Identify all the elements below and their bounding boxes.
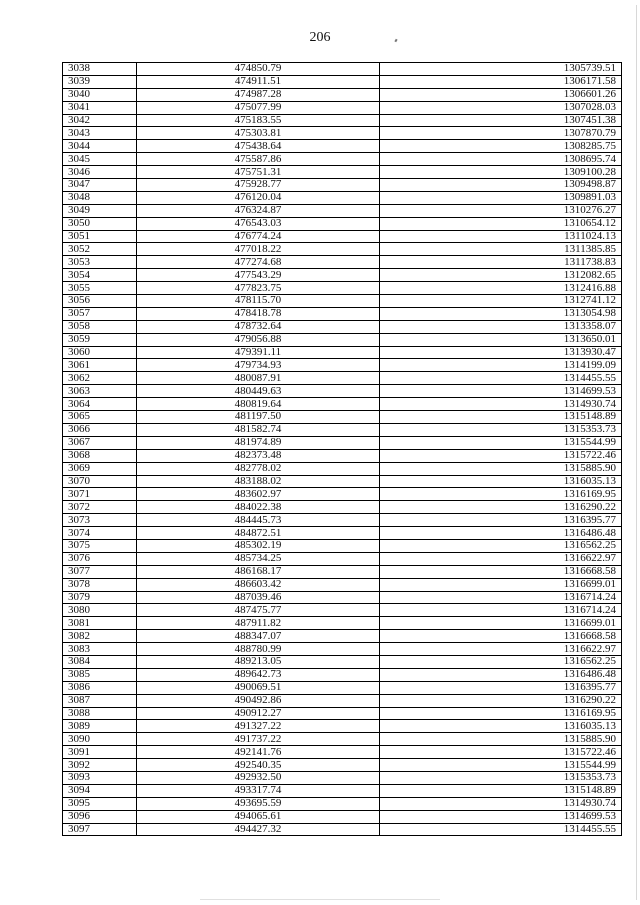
x-coordinate-cell: 492932.50 xyxy=(137,771,380,784)
x-coordinate-cell: 491737.22 xyxy=(137,733,380,746)
point-number-cell: 3085 xyxy=(63,668,137,681)
x-coordinate-cell: 483602.97 xyxy=(137,488,380,501)
point-number-cell: 3084 xyxy=(63,655,137,668)
table-row xyxy=(63,204,622,217)
point-number-cell: 3083 xyxy=(63,643,137,656)
y-coordinate-cell: 1316169.95 xyxy=(380,488,622,501)
point-number-cell: 3070 xyxy=(63,475,137,488)
x-coordinate-cell: 484872.51 xyxy=(137,527,380,540)
table-row xyxy=(63,269,622,282)
point-number-cell: 3077 xyxy=(63,565,137,578)
table-row xyxy=(63,307,622,320)
x-coordinate-cell: 479391.11 xyxy=(137,346,380,359)
point-number-cell: 3095 xyxy=(63,797,137,810)
x-coordinate-cell: 474850.79 xyxy=(137,63,380,76)
point-number-cell: 3062 xyxy=(63,372,137,385)
table-row xyxy=(63,759,622,772)
x-coordinate-cell: 475587.86 xyxy=(137,153,380,166)
table-row xyxy=(63,346,622,359)
table-row xyxy=(63,655,622,668)
x-coordinate-cell: 478418.78 xyxy=(137,307,380,320)
x-coordinate-cell: 487911.82 xyxy=(137,617,380,630)
table-row xyxy=(63,746,622,759)
x-coordinate-cell: 479734.93 xyxy=(137,359,380,372)
table-row xyxy=(63,359,622,372)
y-coordinate-cell: 1314930.74 xyxy=(380,398,622,411)
x-coordinate-cell: 476543.03 xyxy=(137,217,380,230)
y-coordinate-cell: 1314455.55 xyxy=(380,823,622,836)
point-number-cell: 3060 xyxy=(63,346,137,359)
x-coordinate-cell: 475303.81 xyxy=(137,127,380,140)
y-coordinate-cell: 1314199.09 xyxy=(380,359,622,372)
point-number-cell: 3055 xyxy=(63,282,137,295)
y-coordinate-cell: 1316035.13 xyxy=(380,475,622,488)
y-coordinate-cell: 1314699.53 xyxy=(380,385,622,398)
y-coordinate-cell: 1316486.48 xyxy=(380,527,622,540)
x-coordinate-cell: 488780.99 xyxy=(137,643,380,656)
table-row xyxy=(63,810,622,823)
y-coordinate-cell: 1315148.89 xyxy=(380,411,622,424)
x-coordinate-cell: 486603.42 xyxy=(137,578,380,591)
table-row xyxy=(63,88,622,101)
x-coordinate-cell: 476774.24 xyxy=(137,230,380,243)
table-row xyxy=(63,527,622,540)
point-number-cell: 3090 xyxy=(63,733,137,746)
y-coordinate-cell: 1316035.13 xyxy=(380,720,622,733)
y-coordinate-cell: 1316714.24 xyxy=(380,604,622,617)
point-number-cell: 3081 xyxy=(63,617,137,630)
y-coordinate-cell: 1315353.73 xyxy=(380,771,622,784)
x-coordinate-cell: 490492.86 xyxy=(137,694,380,707)
table-row xyxy=(63,398,622,411)
table-row xyxy=(63,475,622,488)
x-coordinate-cell: 477543.29 xyxy=(137,269,380,282)
coordinates-table xyxy=(62,62,622,836)
y-coordinate-cell: 1316622.97 xyxy=(380,643,622,656)
x-coordinate-cell: 489642.73 xyxy=(137,668,380,681)
point-number-cell: 3054 xyxy=(63,269,137,282)
table-row xyxy=(63,282,622,295)
y-coordinate-cell: 1306171.58 xyxy=(380,75,622,88)
table-row xyxy=(63,385,622,398)
table-row xyxy=(63,372,622,385)
y-coordinate-cell: 1315353.73 xyxy=(380,423,622,436)
x-coordinate-cell: 487475.77 xyxy=(137,604,380,617)
y-coordinate-cell: 1309100.28 xyxy=(380,166,622,179)
page-number: 206 xyxy=(309,30,331,45)
x-coordinate-cell: 489213.05 xyxy=(137,655,380,668)
x-coordinate-cell: 484445.73 xyxy=(137,514,380,527)
y-coordinate-cell: 1316486.48 xyxy=(380,668,622,681)
y-coordinate-cell: 1316395.77 xyxy=(380,514,622,527)
table-row xyxy=(63,514,622,527)
y-coordinate-cell: 1316622.97 xyxy=(380,552,622,565)
x-coordinate-cell: 493695.59 xyxy=(137,797,380,810)
table-row xyxy=(63,166,622,179)
table-row xyxy=(63,771,622,784)
x-coordinate-cell: 485734.25 xyxy=(137,552,380,565)
table-row xyxy=(63,578,622,591)
table-row xyxy=(63,140,622,153)
table-row xyxy=(63,707,622,720)
point-number-cell: 3073 xyxy=(63,514,137,527)
y-coordinate-cell: 1310654.12 xyxy=(380,217,622,230)
table-row xyxy=(63,101,622,114)
x-coordinate-cell: 474911.51 xyxy=(137,75,380,88)
scan-bottom-line xyxy=(200,899,440,900)
point-number-cell: 3091 xyxy=(63,746,137,759)
point-number-cell: 3041 xyxy=(63,101,137,114)
y-coordinate-cell: 1314930.74 xyxy=(380,797,622,810)
y-coordinate-cell: 1313930.47 xyxy=(380,346,622,359)
point-number-cell: 3052 xyxy=(63,243,137,256)
table-row xyxy=(63,462,622,475)
table-row xyxy=(63,733,622,746)
x-coordinate-cell: 492141.76 xyxy=(137,746,380,759)
table-row xyxy=(63,591,622,604)
point-number-cell: 3092 xyxy=(63,759,137,772)
point-number-cell: 3074 xyxy=(63,527,137,540)
y-coordinate-cell: 1311385.85 xyxy=(380,243,622,256)
point-number-cell: 3065 xyxy=(63,411,137,424)
point-number-cell: 3093 xyxy=(63,771,137,784)
y-coordinate-cell: 1316668.58 xyxy=(380,565,622,578)
y-coordinate-cell: 1307028.03 xyxy=(380,101,622,114)
y-coordinate-cell: 1315885.90 xyxy=(380,733,622,746)
table-row xyxy=(63,668,622,681)
y-coordinate-cell: 1308695.74 xyxy=(380,153,622,166)
point-number-cell: 3082 xyxy=(63,630,137,643)
y-coordinate-cell: 1316714.24 xyxy=(380,591,622,604)
x-coordinate-cell: 476120.04 xyxy=(137,191,380,204)
point-number-cell: 3056 xyxy=(63,295,137,308)
x-coordinate-cell: 485302.19 xyxy=(137,539,380,552)
x-coordinate-cell: 475183.55 xyxy=(137,114,380,127)
point-number-cell: 3050 xyxy=(63,217,137,230)
x-coordinate-cell: 484022.38 xyxy=(137,501,380,514)
x-coordinate-cell: 475751.31 xyxy=(137,166,380,179)
y-coordinate-cell: 1313650.01 xyxy=(380,333,622,346)
x-coordinate-cell: 487039.46 xyxy=(137,591,380,604)
y-coordinate-cell: 1307451.38 xyxy=(380,114,622,127)
x-coordinate-cell: 480449.63 xyxy=(137,385,380,398)
x-coordinate-cell: 482778.02 xyxy=(137,462,380,475)
point-number-cell: 3080 xyxy=(63,604,137,617)
point-number-cell: 3066 xyxy=(63,423,137,436)
table-row xyxy=(63,617,622,630)
x-coordinate-cell: 478732.64 xyxy=(137,320,380,333)
y-coordinate-cell: 1316395.77 xyxy=(380,681,622,694)
point-number-cell: 3048 xyxy=(63,191,137,204)
table-row xyxy=(63,127,622,140)
x-coordinate-cell: 482373.48 xyxy=(137,449,380,462)
table-row xyxy=(63,436,622,449)
y-coordinate-cell: 1311024.13 xyxy=(380,230,622,243)
y-coordinate-cell: 1316290.22 xyxy=(380,501,622,514)
y-coordinate-cell: 1316562.25 xyxy=(380,655,622,668)
table-row xyxy=(63,720,622,733)
table-row xyxy=(63,797,622,810)
y-coordinate-cell: 1312416.88 xyxy=(380,282,622,295)
x-coordinate-cell: 492540.35 xyxy=(137,759,380,772)
scan-edge xyxy=(636,5,637,900)
point-number-cell: 3075 xyxy=(63,539,137,552)
point-number-cell: 3051 xyxy=(63,230,137,243)
y-coordinate-cell: 1305739.51 xyxy=(380,63,622,76)
point-number-cell: 3061 xyxy=(63,359,137,372)
y-coordinate-cell: 1309498.87 xyxy=(380,179,622,192)
table-row xyxy=(63,694,622,707)
point-number-cell: 3078 xyxy=(63,578,137,591)
table-row xyxy=(63,320,622,333)
point-number-cell: 3068 xyxy=(63,449,137,462)
y-coordinate-cell: 1307870.79 xyxy=(380,127,622,140)
y-coordinate-cell: 1314699.53 xyxy=(380,810,622,823)
x-coordinate-cell: 486168.17 xyxy=(137,565,380,578)
table-row xyxy=(63,681,622,694)
point-number-cell: 3047 xyxy=(63,179,137,192)
coordinates-table-body xyxy=(63,63,622,836)
y-coordinate-cell: 1312082.65 xyxy=(380,269,622,282)
point-number-cell: 3089 xyxy=(63,720,137,733)
point-number-cell: 3043 xyxy=(63,127,137,140)
table-row xyxy=(63,153,622,166)
y-coordinate-cell: 1315885.90 xyxy=(380,462,622,475)
x-coordinate-cell: 481974.89 xyxy=(137,436,380,449)
table-row xyxy=(63,501,622,514)
table-row xyxy=(63,75,622,88)
table-row xyxy=(63,243,622,256)
y-coordinate-cell: 1315722.46 xyxy=(380,746,622,759)
x-coordinate-cell: 479056.88 xyxy=(137,333,380,346)
x-coordinate-cell: 493317.74 xyxy=(137,784,380,797)
point-number-cell: 3064 xyxy=(63,398,137,411)
y-coordinate-cell: 1316562.25 xyxy=(380,539,622,552)
point-number-cell: 3039 xyxy=(63,75,137,88)
x-coordinate-cell: 477274.68 xyxy=(137,256,380,269)
x-coordinate-cell: 490069.51 xyxy=(137,681,380,694)
point-number-cell: 3044 xyxy=(63,140,137,153)
table-row xyxy=(63,114,622,127)
table-row xyxy=(63,230,622,243)
point-number-cell: 3096 xyxy=(63,810,137,823)
y-coordinate-cell: 1311738.83 xyxy=(380,256,622,269)
point-number-cell: 3040 xyxy=(63,88,137,101)
point-number-cell: 3069 xyxy=(63,462,137,475)
y-coordinate-cell: 1316668.58 xyxy=(380,630,622,643)
y-coordinate-cell: 1316699.01 xyxy=(380,578,622,591)
y-coordinate-cell: 1316290.22 xyxy=(380,694,622,707)
x-coordinate-cell: 480087.91 xyxy=(137,372,380,385)
table-row xyxy=(63,630,622,643)
x-coordinate-cell: 477823.75 xyxy=(137,282,380,295)
x-coordinate-cell: 480819.64 xyxy=(137,398,380,411)
table-row xyxy=(63,539,622,552)
point-number-cell: 3079 xyxy=(63,591,137,604)
point-number-cell: 3063 xyxy=(63,385,137,398)
x-coordinate-cell: 478115.70 xyxy=(137,295,380,308)
point-number-cell: 3057 xyxy=(63,307,137,320)
point-number-cell: 3045 xyxy=(63,153,137,166)
x-coordinate-cell: 481197.50 xyxy=(137,411,380,424)
y-coordinate-cell: 1306601.26 xyxy=(380,88,622,101)
table-row xyxy=(63,565,622,578)
table-row xyxy=(63,295,622,308)
x-coordinate-cell: 491327.22 xyxy=(137,720,380,733)
table-row xyxy=(63,179,622,192)
x-coordinate-cell: 494427.32 xyxy=(137,823,380,836)
point-number-cell: 3053 xyxy=(63,256,137,269)
point-number-cell: 3086 xyxy=(63,681,137,694)
point-number-cell: 3059 xyxy=(63,333,137,346)
table-row xyxy=(63,449,622,462)
y-coordinate-cell: 1308285.75 xyxy=(380,140,622,153)
x-coordinate-cell: 476324.87 xyxy=(137,204,380,217)
x-coordinate-cell: 483188.02 xyxy=(137,475,380,488)
table-row xyxy=(63,256,622,269)
table-row xyxy=(63,604,622,617)
y-coordinate-cell: 1316699.01 xyxy=(380,617,622,630)
x-coordinate-cell: 481582.74 xyxy=(137,423,380,436)
point-number-cell: 3071 xyxy=(63,488,137,501)
y-coordinate-cell: 1309891.03 xyxy=(380,191,622,204)
y-coordinate-cell: 1315544.99 xyxy=(380,436,622,449)
y-coordinate-cell: 1315722.46 xyxy=(380,449,622,462)
table-row xyxy=(63,784,622,797)
x-coordinate-cell: 488347.07 xyxy=(137,630,380,643)
point-number-cell: 3072 xyxy=(63,501,137,514)
point-number-cell: 3049 xyxy=(63,204,137,217)
point-number-cell: 3046 xyxy=(63,166,137,179)
point-number-cell: 3088 xyxy=(63,707,137,720)
table-row xyxy=(63,191,622,204)
x-coordinate-cell: 494065.61 xyxy=(137,810,380,823)
table-row xyxy=(63,488,622,501)
table-row xyxy=(63,333,622,346)
y-coordinate-cell: 1312741.12 xyxy=(380,295,622,308)
y-coordinate-cell: 1313054.98 xyxy=(380,307,622,320)
y-coordinate-cell: 1315544.99 xyxy=(380,759,622,772)
point-number-cell: 3094 xyxy=(63,784,137,797)
point-number-cell: 3076 xyxy=(63,552,137,565)
point-number-cell: 3087 xyxy=(63,694,137,707)
x-coordinate-cell: 475077.99 xyxy=(137,101,380,114)
table-row xyxy=(63,643,622,656)
x-coordinate-cell: 475928.77 xyxy=(137,179,380,192)
point-number-cell: 3097 xyxy=(63,823,137,836)
table-row xyxy=(63,823,622,836)
x-coordinate-cell: 477018.22 xyxy=(137,243,380,256)
point-number-cell: 3067 xyxy=(63,436,137,449)
table-row xyxy=(63,552,622,565)
point-number-cell: 3058 xyxy=(63,320,137,333)
y-coordinate-cell: 1316169.95 xyxy=(380,707,622,720)
x-coordinate-cell: 474987.28 xyxy=(137,88,380,101)
y-coordinate-cell: 1313358.07 xyxy=(380,320,622,333)
point-number-cell: 3038 xyxy=(63,63,137,76)
y-coordinate-cell: 1310276.27 xyxy=(380,204,622,217)
y-coordinate-cell: 1314455.55 xyxy=(380,372,622,385)
y-coordinate-cell: 1315148.89 xyxy=(380,784,622,797)
x-coordinate-cell: 475438.64 xyxy=(137,140,380,153)
point-number-cell: 3042 xyxy=(63,114,137,127)
x-coordinate-cell: 490912.27 xyxy=(137,707,380,720)
table-row xyxy=(63,423,622,436)
table-row xyxy=(63,217,622,230)
table-row xyxy=(63,411,622,424)
table-row xyxy=(63,63,622,76)
